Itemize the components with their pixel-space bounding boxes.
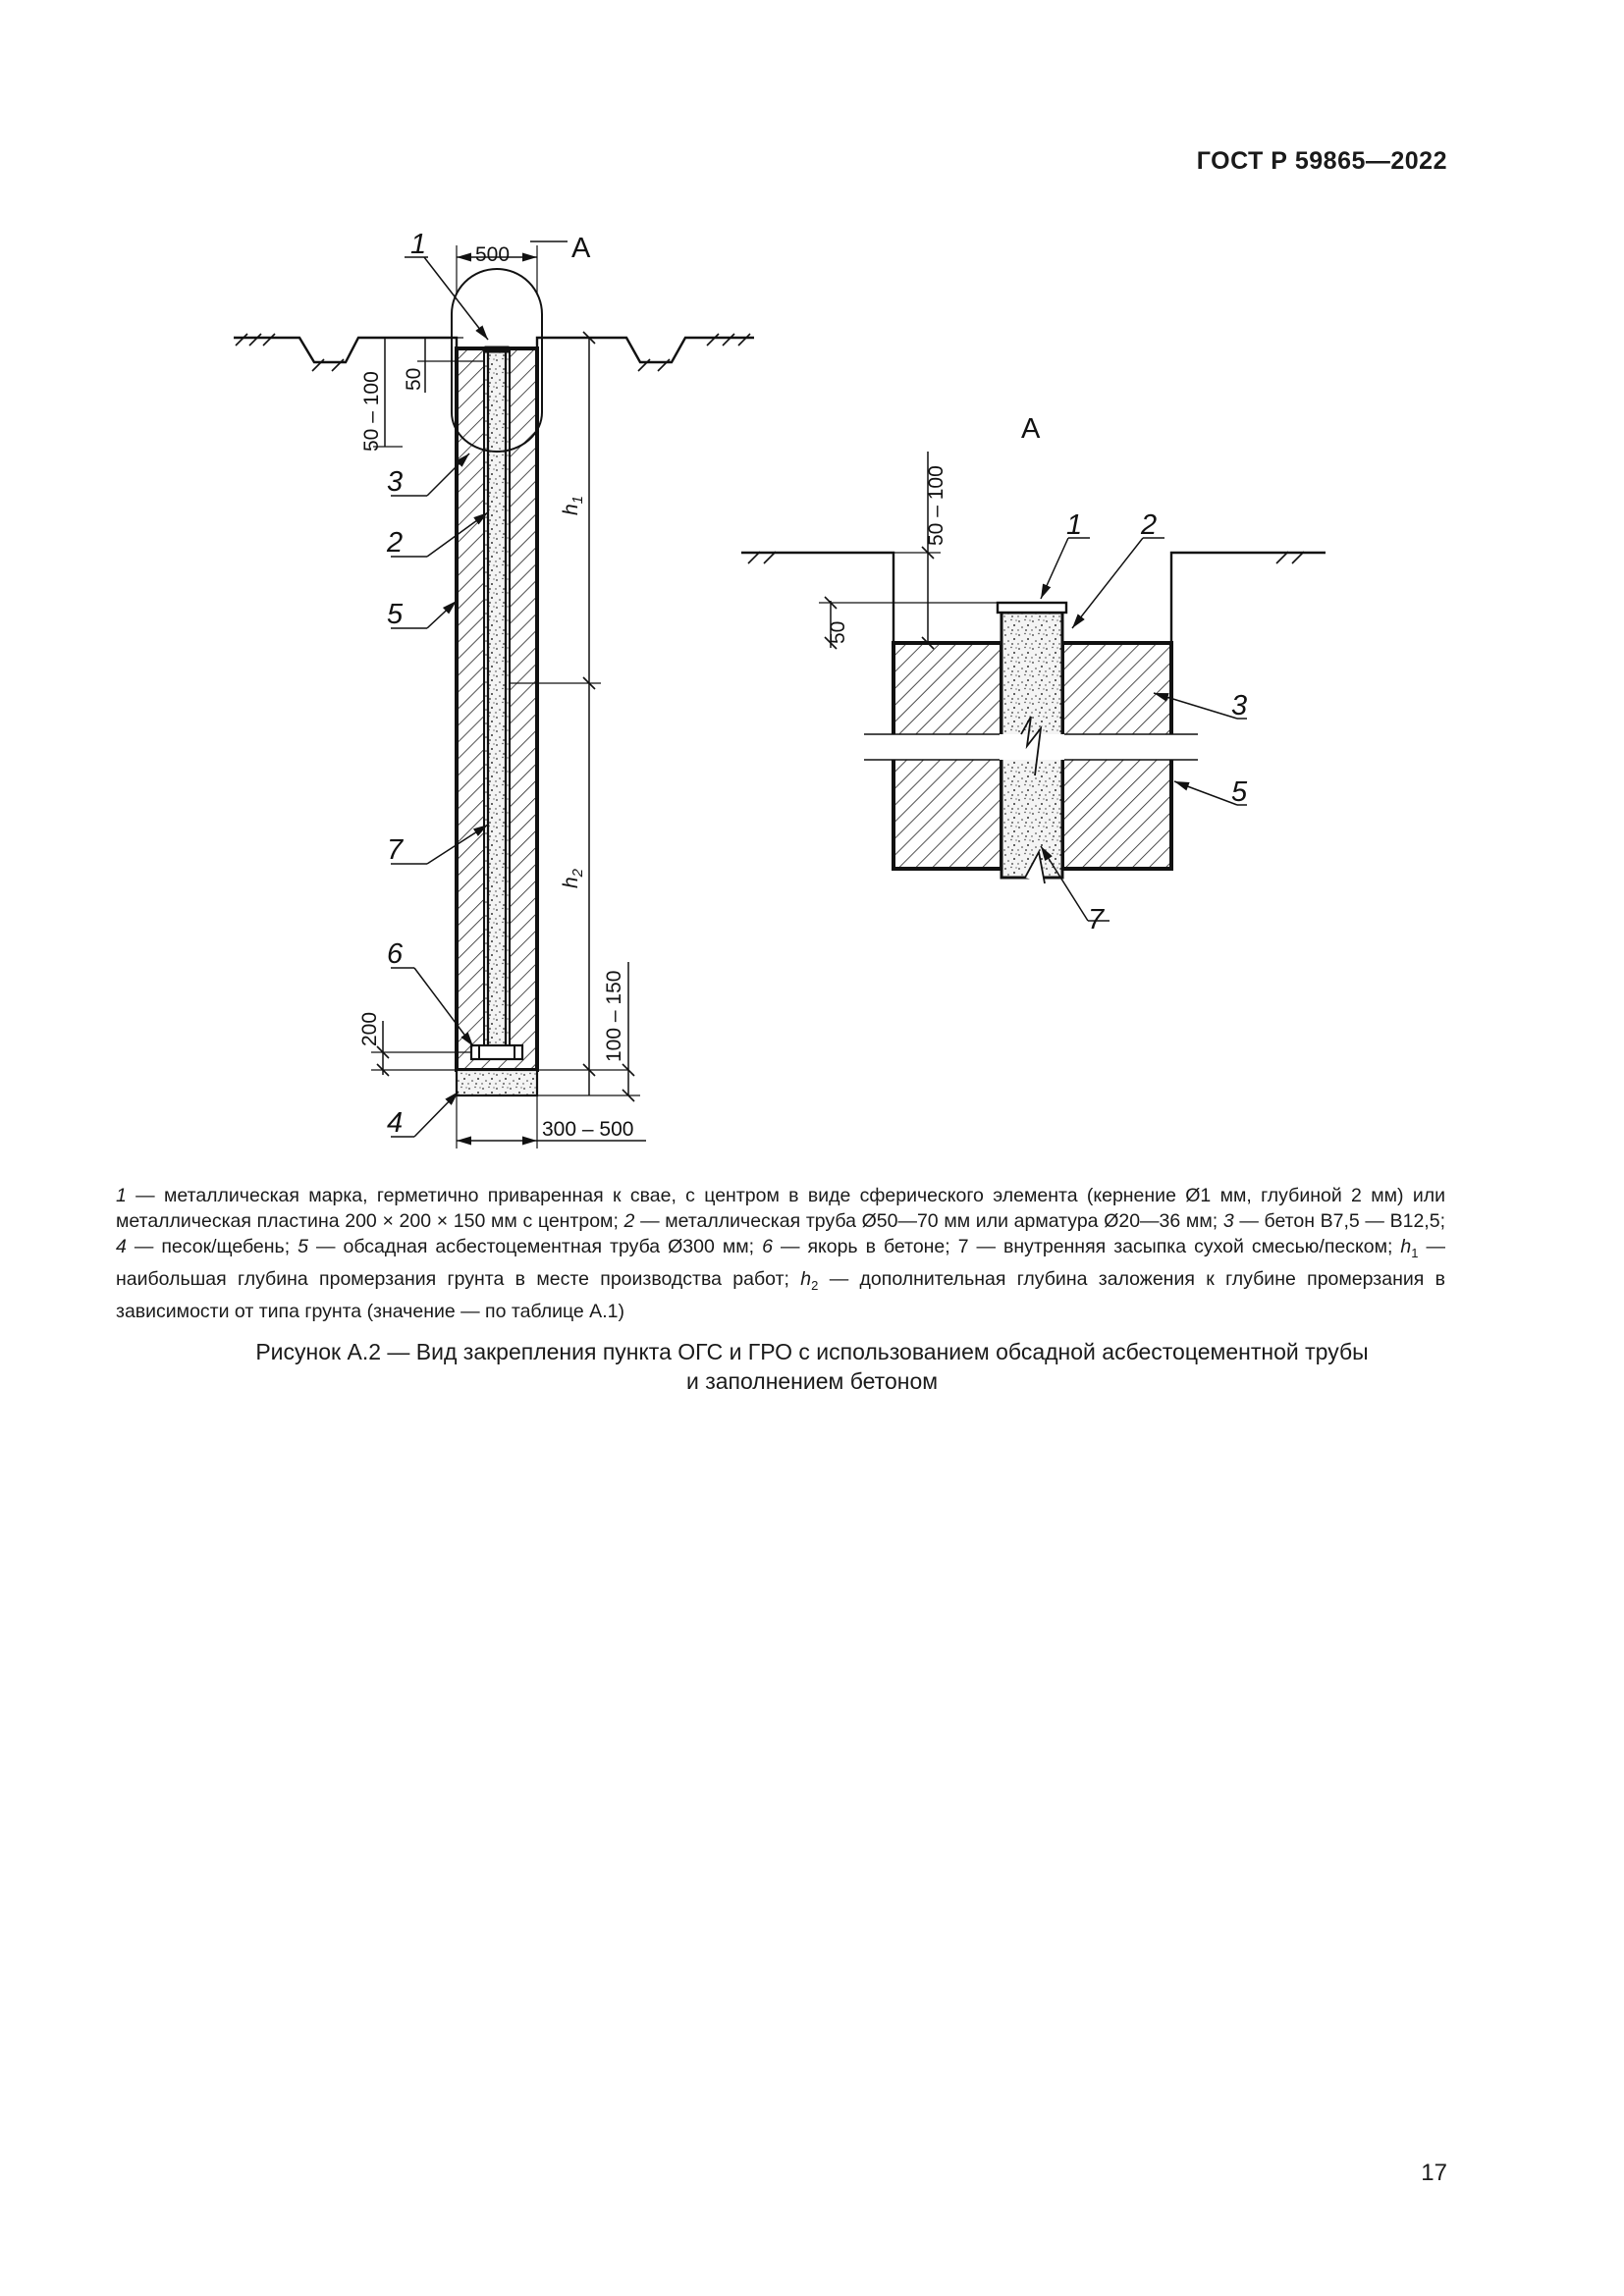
caption-line-1: Рисунок А.2 — Вид закрепления пункта ОГС и ГРО с использованием обсадной асбестоцементной трубы	[255, 1339, 1369, 1364]
detail-callout-5: 5	[1231, 776, 1248, 808]
callout-1: 1	[410, 229, 427, 260]
figure-legend: 1 — металлическая марка, герметично приваренная к свае, с центром в виде сферического элемента (кернение Ø1 мм, глубиной 2 мм) или металлическая пластина 200 × 200 × 150 мм с центром; 2 — металлическая труба Ø50—70 мм или арматура Ø20—36 мм; 3 — бетон В7,5 — В12,5; 4 — песок/щебень; 5 — обсадная асбестоцементная труба Ø300 мм; 6 — якорь в бетоне; 7 — внутренняя засыпка сухой смесью/песком; $h_1$ — наибольшая глубина промерзания грунта в месте производства работ; $h_2$ — дополнительная глубина заложения к глубине промерзания в зависимости от типа грунта (значение — по таблице А.1)	[116, 1185, 1446, 1322]
detail-callout-2: 2	[1141, 509, 1158, 541]
detail-callout-3: 3	[1231, 690, 1248, 721]
detail-top-marker	[998, 603, 1066, 613]
main-section	[234, 241, 754, 1148]
dim-top-depth: 50 – 100	[360, 371, 383, 452]
top-marker	[485, 347, 509, 352]
dim-top-offset: 50	[403, 367, 425, 391]
figure-caption	[147, 1337, 1477, 1396]
dim-h1: $h_1$	[560, 495, 586, 515]
detail-callout-7: 7	[1088, 904, 1105, 935]
callout-3: 3	[387, 466, 404, 498]
view-letter: А	[571, 233, 591, 264]
dim-h2: $h_2$	[560, 868, 586, 888]
callout-5: 5	[387, 599, 404, 630]
dim-anchor-height: 200	[358, 1011, 381, 1046]
dim-top-width: 500	[475, 243, 511, 266]
caption-line-2: и заполнением бетоном	[685, 1368, 939, 1394]
detail-callout-1: 1	[1066, 509, 1083, 541]
dim-bottom-range: 100 – 150	[603, 970, 625, 1062]
dim-base-width: 300 – 500	[542, 1118, 634, 1141]
callout-2: 2	[387, 527, 404, 559]
page-number: 17	[1421, 2160, 1447, 2186]
standard-number: ГОСТ Р 59865—2022	[1196, 147, 1447, 175]
callout-4: 4	[387, 1107, 404, 1139]
detail-title: А	[1021, 413, 1041, 445]
callout-7: 7	[387, 834, 404, 866]
callout-6: 6	[387, 938, 404, 970]
gravel-base	[457, 1070, 537, 1095]
detail-section	[741, 452, 1326, 921]
detail-dim-offset: 50	[827, 620, 849, 644]
detail-dim-depth: 50 – 100	[925, 465, 947, 546]
